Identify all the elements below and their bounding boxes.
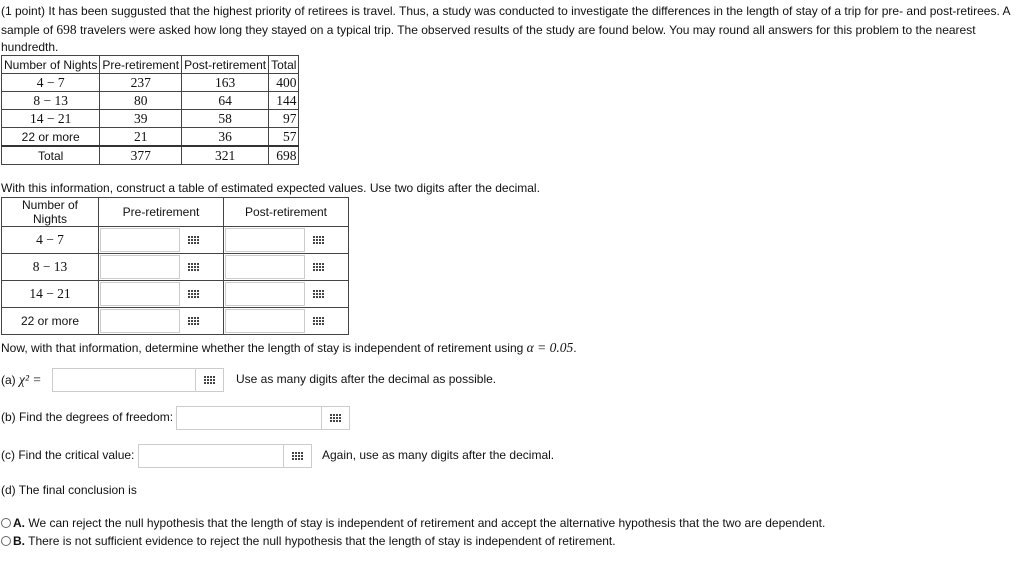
radio-button[interactable] [1,518,11,528]
equation-editor-button[interactable] [305,309,331,333]
equation-editor-button[interactable] [284,444,312,468]
cell-post: 36 [182,128,269,147]
row-label: Total [2,146,100,165]
row-label: 14 − 21 [2,110,100,128]
table-row [2,128,299,147]
expected-input[interactable] [100,309,180,333]
obs-header-post: Post-retirement [182,56,269,74]
question-a-label: (a) χ² = [1,372,42,387]
cell-pre: 39 [100,110,182,128]
row-label: 4 − 7 [2,227,99,254]
table-row [2,92,299,110]
cell-total: 698 [269,146,299,165]
obs-header-nights: Number of Nights [2,56,100,74]
obs-header-pre: Pre-retirement [100,56,182,74]
equation-editor-button[interactable] [305,282,331,306]
cell-post: 64 [182,92,269,110]
grid-icon [330,414,341,422]
equation-editor-button[interactable] [322,406,350,430]
cell-post: 163 [182,74,269,92]
cell-total: 57 [269,128,299,147]
equation-editor-button[interactable] [305,255,331,279]
expected-input[interactable] [100,282,180,306]
cell-pre: 21 [100,128,182,147]
row-label: 4 − 7 [2,74,100,92]
question-a-hint: Use as many digits after the decimal as possible. [236,372,497,386]
expected-input[interactable] [225,255,305,279]
total-row [2,146,299,165]
grid-icon [204,376,215,384]
equation-editor-button[interactable] [196,368,224,392]
table-row [2,281,349,308]
equation-editor-button[interactable] [180,228,206,252]
question-d-label: (d) The final conclusion is [1,483,137,497]
grid-icon [292,452,303,460]
question-c-hint: Again, use as many digits after the decimal. [322,448,555,462]
grid-icon [313,263,324,271]
table-row [2,74,299,92]
expected-table [1,197,349,335]
cell-post: 321 [182,146,269,165]
intro-text-2: travelers were asked how long they stayed on a typical trip. The observed results of the study are found below. You may round all answers for this problem to the nearest hundredth. [1,22,976,54]
equation-editor-button[interactable] [180,309,206,333]
cell-pre: 237 [100,74,182,92]
obs-header-total: Total [269,56,299,74]
cell-total: 144 [269,92,299,110]
grid-icon [313,290,324,298]
cell-total: 97 [269,110,299,128]
table-row [2,110,299,128]
df-field [176,406,350,430]
equation-editor-button[interactable] [180,255,206,279]
grid-icon [188,317,199,325]
expected-input[interactable] [100,255,180,279]
equation-editor-button[interactable] [180,282,206,306]
row-label: 8 − 13 [2,254,99,281]
cell-pre: 80 [100,92,182,110]
chi-square-field [52,368,224,392]
critical-value-field [138,444,312,468]
intro-text-1: (1 point) It has been suggusted that the highest priority of retirees is travel. Thus, a study was conducted to investigate the differences in the length of stay of a trip for pre- and post-retirees. A sample of [1,4,1010,37]
option-a[interactable]: A. We can reject the null hypothesis that the length of stay is independent of retirement and accept the alternative hypothesis that the two are dependent. [1,516,825,530]
grid-icon [313,236,324,244]
grid-icon [188,263,199,271]
table-row [2,308,349,335]
cell-post: 58 [182,110,269,128]
row-label: 8 − 13 [2,92,100,110]
table-row [2,227,349,254]
expected-instructions: With this information, construct a table of estimated expected values. Use two digits after the decimal. [1,181,540,195]
independence-text: Now, with that information, determine whether the length of stay is independent of retirement using α = 0.05. [1,340,577,355]
exp-header-pre: Pre-retirement [99,198,224,227]
alpha-value: α = 0.05 [526,340,574,355]
table-row [2,254,349,281]
equation-editor-button[interactable] [305,228,331,252]
row-label: 14 − 21 [2,281,99,308]
option-b[interactable]: B. There is not sufficient evidence to reject the null hypothesis that the length of stay is independent of retirement. [1,534,616,548]
row-label: 22 or more [2,128,100,147]
expected-input[interactable] [225,228,305,252]
expected-input[interactable] [225,282,305,306]
degrees-of-freedom-input[interactable] [176,406,322,430]
grid-icon [188,236,199,244]
problem-intro [1,3,1021,57]
grid-icon [313,317,324,325]
question-b-label: (b) Find the degrees of freedom: [1,410,174,424]
observed-table [1,55,299,165]
radio-button[interactable] [1,536,11,546]
expected-input[interactable] [225,309,305,333]
sample-size: 698 [56,21,77,37]
chi-square-input[interactable] [52,368,196,392]
exp-header-post: Post-retirement [224,198,349,227]
cell-total: 400 [269,74,299,92]
expected-input[interactable] [100,228,180,252]
grid-icon [188,290,199,298]
exp-header-nights: Number of Nights [2,198,99,227]
critical-value-input[interactable] [138,444,284,468]
chi-square-symbol: χ² = [19,372,42,387]
question-c-label: (c) Find the critical value: [1,448,135,462]
row-label: 22 or more [2,308,99,335]
cell-pre: 377 [100,146,182,165]
